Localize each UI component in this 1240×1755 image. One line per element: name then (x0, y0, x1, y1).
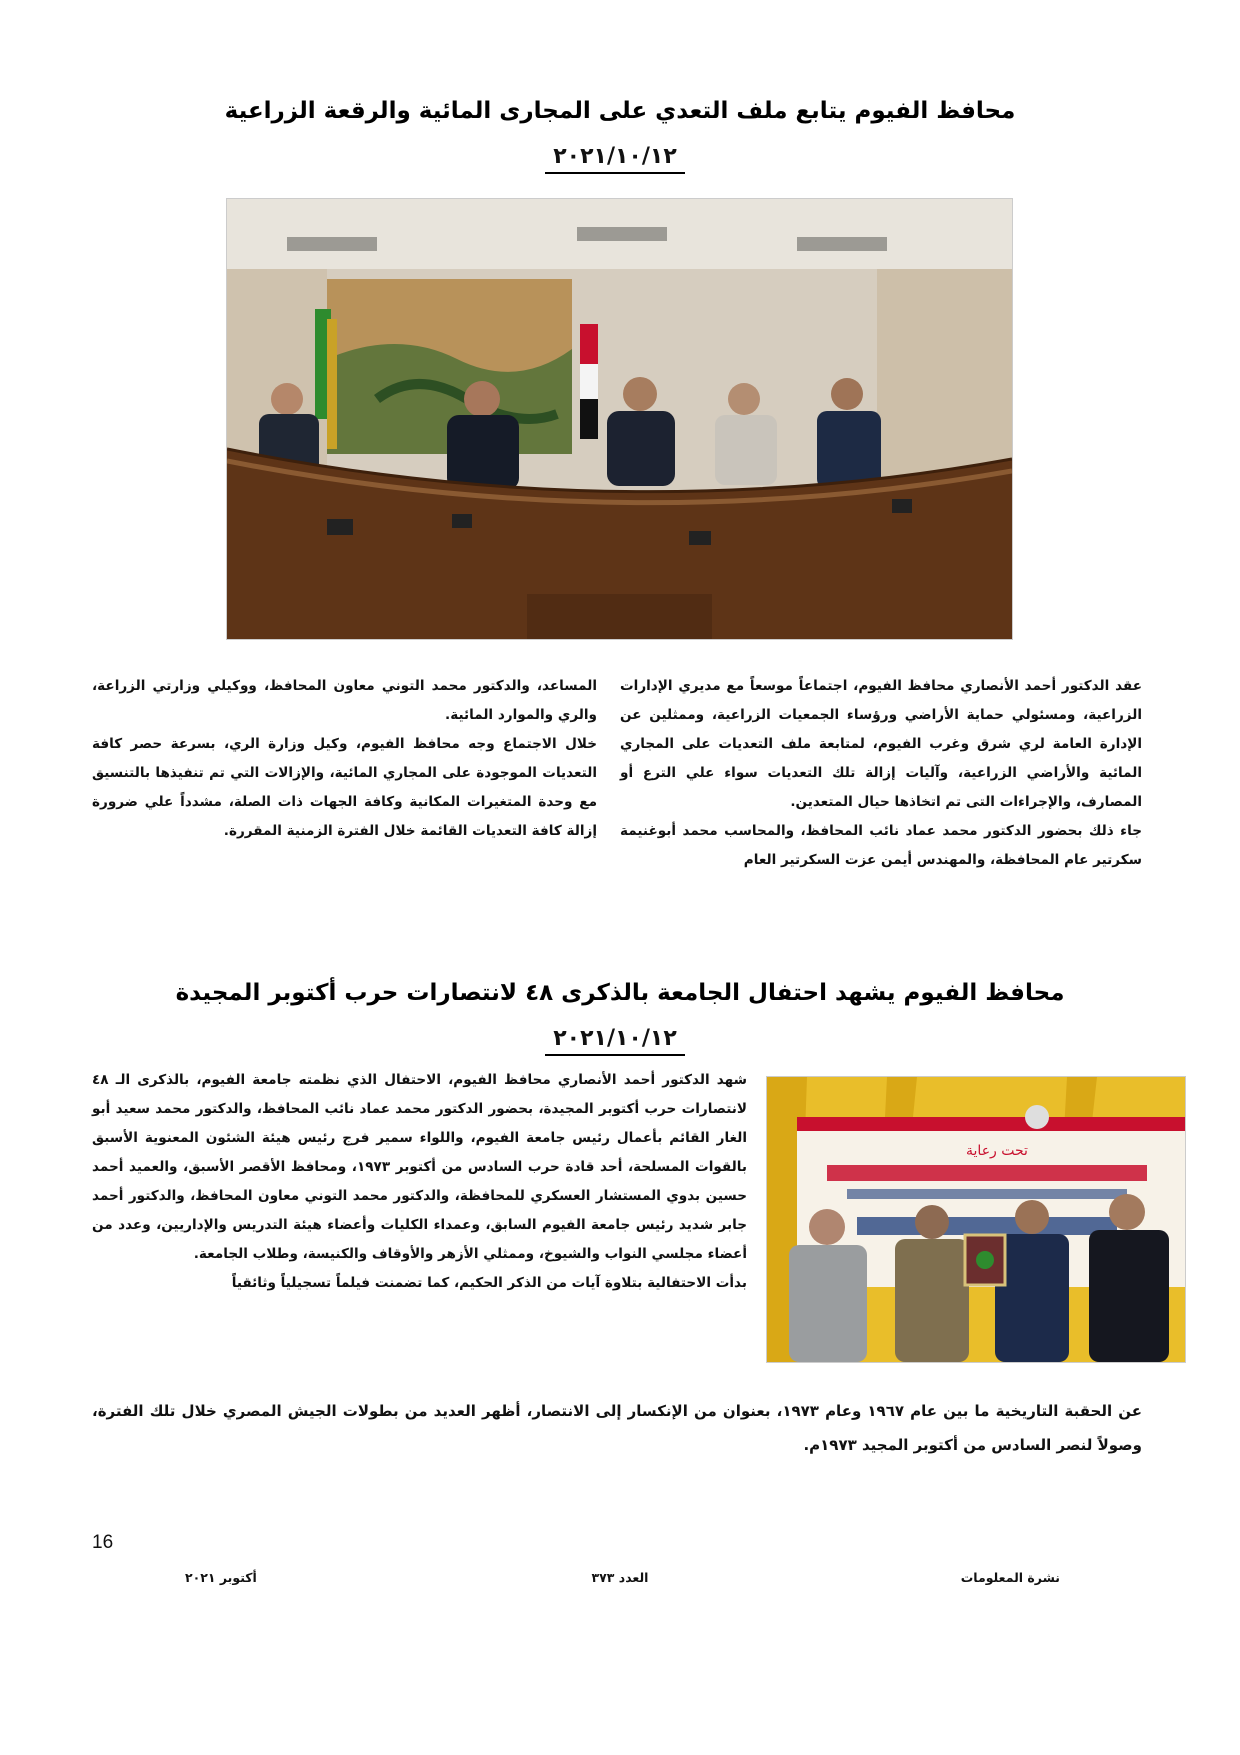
footer-issue: العدد ٣٧٣ (591, 1570, 649, 1585)
ceremony-photo-illustration (767, 1077, 1185, 1362)
article1-paragraph: جاء ذلك بحضور الدكتور محمد عماد نائب المحافظ، والمحاسب محمد أبوغنيمة سكرتير عام المحافظة، والمهندس أيمن عزت السكرتير العام (620, 823, 1142, 868)
page-number: 16 (92, 1532, 114, 1553)
article2-paragraph: شهد الدكتور أحمد الأنصاري محافظ الفيوم، الاحتفال الذي نظمته جامعة الفيوم، بالذكرى الـ ٤٨ لانتصارات حرب أكتوبر المجيدة، بحضور الدكتور محمد عماد نائب المحافظ، والدكتور محمد سعيد أبو الغار القائم بأعمال رئيس جامعة الفيوم، واللواء سمير فرج رئيس هيئة الشئون المعنوية الأسبق بالقوات المسلحة، أحد قادة حرب السادس من أكتوبر ١٩٧٣، ومحافظ الأقصر الأسبق، والعميد أحمد حسين بدوي المستشار العسكري للمحافظة، والدكتور محمد التوني معاون المحافظ، والدكتور أحمد جابر شديد رئيس جامعة الفيوم السابق، وعمداء الكليات وأعضاء هيئة التدريس والإداريين، وعدد من أعضاء مجلسي النواب والشيوخ، وممثلي الأزهر والأوقاف والكنيسة، وطلاب الجامعة. (92, 1072, 747, 1262)
article1-paragraph: عقد الدكتور أحمد الأنصاري محافظ الفيوم، اجتماعاً موسعاً مع مديري الإدارات الزراعية، ومسئولي حماية الأراضي ورؤساء الجمعيات الزراعية، وممثلين عن الإدارة العامة لري شرق وغرب الفيوم، لمتابعة ملف التعديات على المجاري المائية والأراضي الزراعية، وآليات إزالة تلك التعديات سواء علي الترع أو المصارف، والإجراءات التى تم اتخاذها حيال المتعدين. (620, 678, 1142, 810)
article1-date: ٢٠٢١/١٠/١٢ (545, 144, 685, 174)
meeting-photo (226, 198, 1013, 640)
article2-paragraph: بدأت الاحتفالية بتلاوة آيات من الذكر الحكيم، كما تضمنت فيلماً تسجيلياً وثائقياً (231, 1275, 747, 1291)
article2-date: ٢٠٢١/١٠/١٢ (545, 1026, 685, 1056)
article2-column-top (92, 1066, 747, 1298)
article2-title: محافظ الفيوم يشهد احتفال الجامعة بالذكرى ٤٨ لانتصارات حرب أكتوبر المجيدة (175, 980, 1065, 1006)
article1-left-column (92, 672, 597, 846)
article1-paragraph: خلال الاجتماع وجه محافظ الفيوم، وكيل وزارة الري، بسرعة حصر كافة التعديات الموجودة على المجاري المائية، والإزالات التي تم تنفيذها بالتنسيق مع وحدة المتغيرات المكانية وكافة الجهات ذات الصلة، مشدداً علي ضرورة إزالة كافة التعديات القائمة خلال الفترة الزمنية المقررة. (92, 736, 597, 839)
article1-paragraph: المساعد، والدكتور محمد التوني معاون المحافظ، ووكيلي وزارتي الزراعة، والري والموارد المائية. (92, 678, 597, 723)
meeting-photo-illustration (227, 199, 1012, 639)
article1-right-column (620, 672, 1142, 875)
banner-text: تحت رعاية (966, 1143, 1028, 1159)
ceremony-photo (766, 1076, 1186, 1363)
article2-column-full (92, 1394, 1142, 1462)
article1-title: محافظ الفيوم يتابع ملف التعدي على المجارى المائية والرقعة الزراعية (224, 98, 1016, 124)
footer-month: أكتوبر ٢٠٢١ (185, 1570, 257, 1585)
footer-publication: نشرة المعلومات (960, 1570, 1060, 1585)
article2-paragraph: عن الحقبة التاريخية ما بين عام ١٩٦٧ وعام ١٩٧٣، بعنوان من الإنكسار إلى الانتصار، أظهر العديد من بطولات الجيش المصري خلال تلك الفترة، وصولاً لنصر السادس من أكتوبر المجيد ١٩٧٣م. (92, 1402, 1143, 1454)
